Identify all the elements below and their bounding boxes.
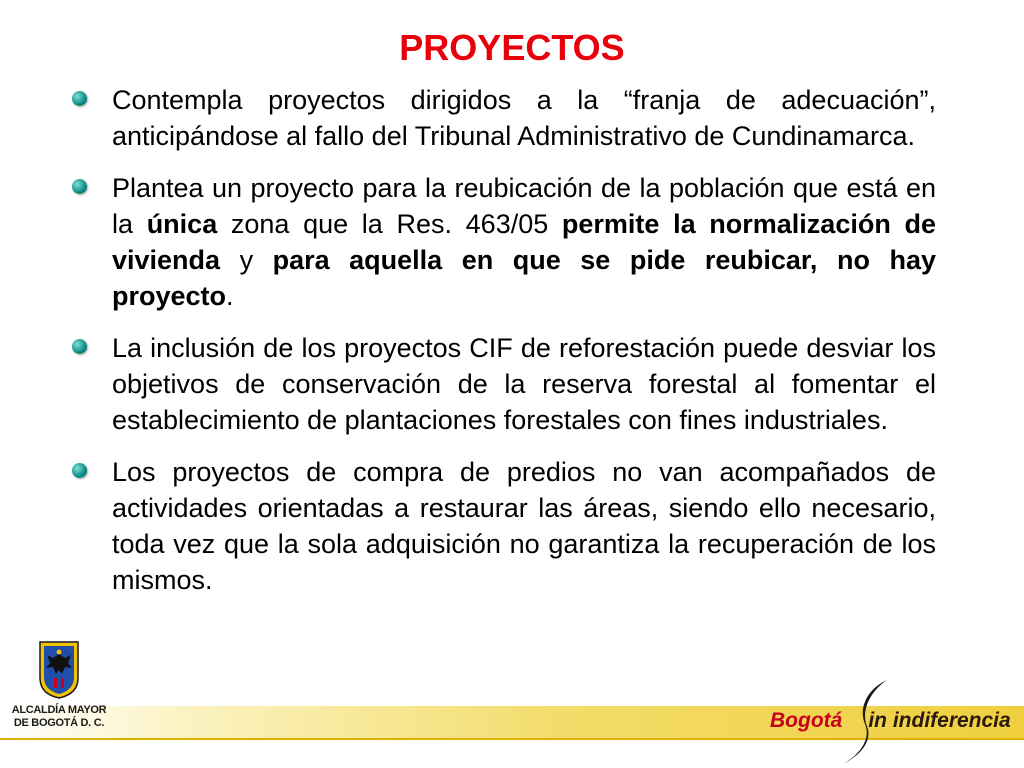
slide-title: PROYECTOS — [399, 27, 625, 68]
bullet-item-3 — [68, 330, 936, 438]
teal-bullet-icon — [72, 463, 87, 478]
bullet-text-2: Plantea un proyecto para la reubicación de la población que está en la única zona que la Res. 463/05 permite la normalización de vivienda y para aquella en que se pide reubicar, no hay proyecto. — [112, 173, 936, 311]
bullet-list — [68, 82, 936, 614]
teal-bullet-icon — [72, 91, 87, 106]
bullet-text-1: Contempla proyectos dirigidos a la “franja de adecuación”, anticipándose al fallo del Tribunal Administrativo de Cundinamarca. — [112, 85, 936, 151]
teal-bullet-icon — [72, 179, 87, 194]
bogota-coat-of-arms-icon — [38, 640, 80, 700]
bullet-item-4 — [68, 454, 936, 598]
alcaldia-mayor-label: ALCALDÍA MAYOR DE BOGOTÁ D. C. — [11, 704, 107, 729]
teal-bullet-icon — [72, 339, 87, 354]
bullet-item-2 — [68, 170, 936, 314]
bogota-sin-indiferencia-slogan: Bogotá in indiferencia — [770, 709, 1011, 732]
bullet-text-4: Los proyectos de compra de predios no van acompañados de actividades orientadas a restaurar las áreas, siendo ello necesario, toda vez que la sola adquisición no garantiza la recuperación de los mismos. — [112, 457, 936, 595]
bullet-text-3: La inclusión de los proyectos CIF de reforestación puede desviar los objetivos de conservación de la reserva forestal al fomentar el establecimiento de plantaciones forestales con fines industriales. — [112, 333, 936, 435]
bullet-item-1 — [68, 82, 936, 154]
